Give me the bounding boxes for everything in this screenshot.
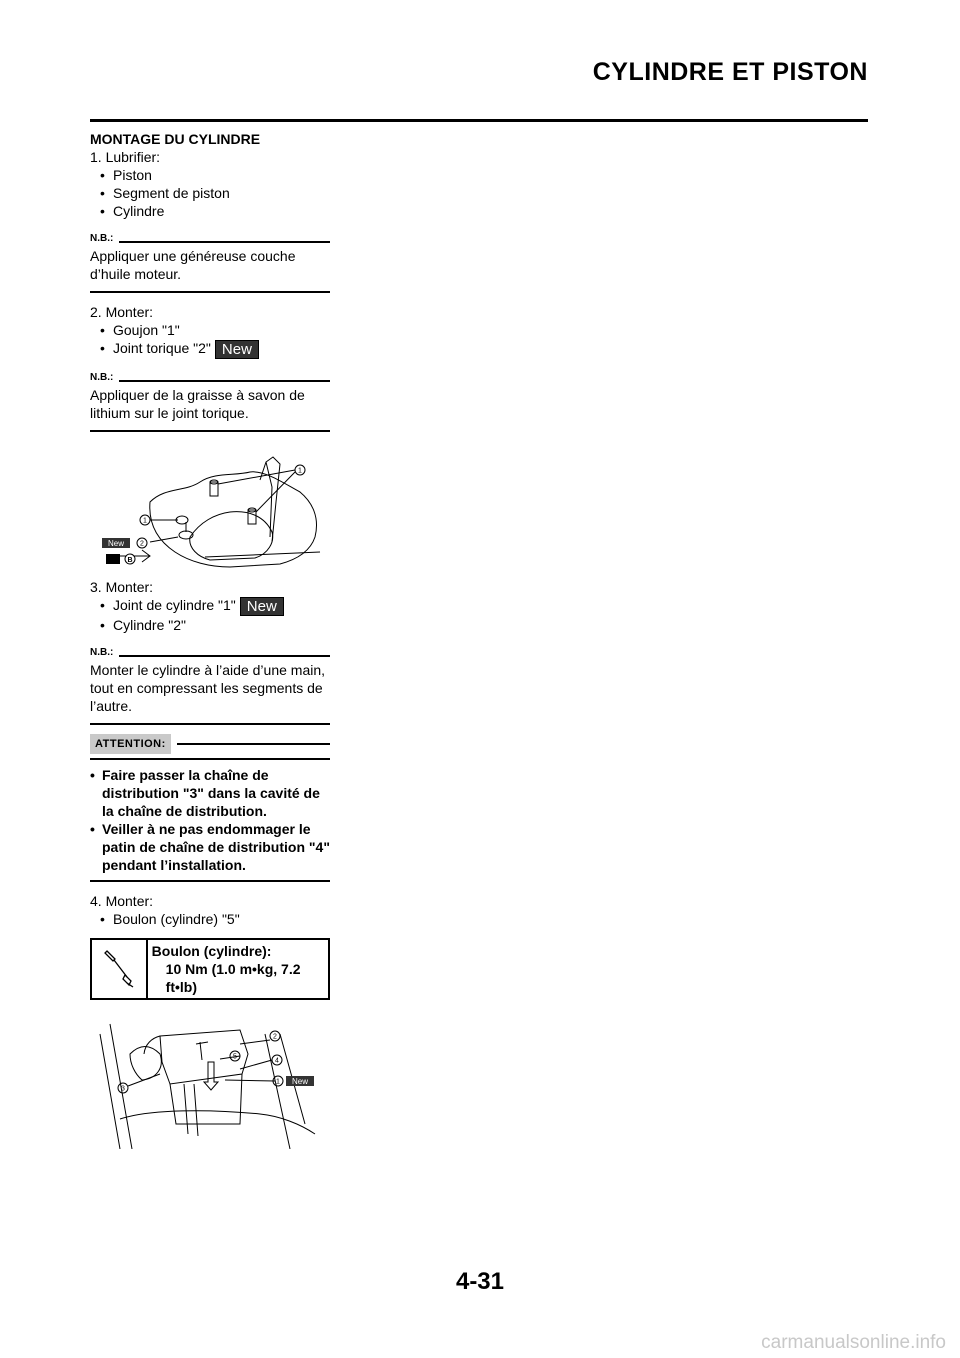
- new-badge: New: [215, 340, 259, 359]
- section-title: MONTAGE DU CYLINDRE: [90, 131, 261, 147]
- step-2-list: [90, 321, 330, 359]
- note-1: [90, 232, 330, 293]
- note-2: [90, 371, 330, 432]
- main-column: [90, 130, 330, 1155]
- callout-1: 1: [276, 1078, 280, 1086]
- step-3-list: [90, 596, 330, 634]
- attention-list: [90, 760, 330, 874]
- step-1: [90, 148, 330, 220]
- list-item: [100, 596, 330, 616]
- attention-item: • Veiller à ne pas endommager le patin de chaîne de distribution "4" pendant l’installation.: [90, 820, 330, 874]
- callout-2: 2: [140, 540, 144, 548]
- list-item: • Goujon "1": [100, 321, 330, 339]
- step-4: [90, 892, 330, 928]
- list-item: • Boulon (cylindre) "5": [100, 910, 330, 928]
- callout-1-top: 1: [298, 467, 302, 475]
- list-item-text: Joint torique "2": [113, 340, 211, 356]
- note-text: Monter le cylindre à l’aide d’une main, tout en compressant les segments de l’autre.: [90, 662, 326, 714]
- callout-1-left: 1: [143, 517, 147, 525]
- step-1-list: [90, 166, 330, 220]
- figure-new-badge: New: [291, 1077, 309, 1086]
- page-number: 4-31: [455, 1268, 505, 1295]
- step-3-label: 3. Monter:: [90, 579, 154, 595]
- cylinder-install-figure: [90, 1014, 330, 1149]
- callout-2: 2: [273, 1033, 277, 1041]
- note-text: Appliquer une généreuse couche d’huile moteur.: [90, 248, 296, 282]
- torque-wrench-icon: [92, 940, 148, 998]
- callout-4: 4: [275, 1057, 279, 1065]
- note-text: Appliquer de la graisse à savon de lithium sur le joint torique.: [90, 387, 305, 421]
- attention-label: ATTENTION:: [90, 734, 171, 754]
- list-item: • Cylindre: [100, 202, 330, 220]
- stud-oring-figure: [90, 442, 330, 572]
- note-label: N.B.:: [90, 372, 114, 383]
- list-item: • Cylindre "2": [100, 616, 330, 634]
- callout-5: 5: [233, 1053, 237, 1061]
- callout-3: 3: [121, 1085, 125, 1093]
- step-2-label: 2. Monter:: [90, 304, 154, 320]
- figure-new-badge: New: [107, 539, 125, 548]
- list-item: • Segment de piston: [100, 184, 330, 202]
- step-3: [90, 578, 330, 634]
- step-4-list: [90, 910, 330, 928]
- step-1-label: 1. Lubrifier:: [90, 149, 161, 165]
- step-4-label: 4. Monter:: [90, 893, 154, 909]
- torque-title: Boulon (cylindre):: [151, 943, 272, 959]
- list-item: [100, 339, 330, 359]
- watermark: carmanualsonline.info: [761, 1332, 946, 1353]
- note-label: N.B.:: [90, 233, 114, 244]
- page-title: CYLINDRE ET PISTON: [592, 58, 868, 86]
- list-item-text: Joint de cylindre "1": [113, 597, 236, 613]
- torque-spec-box: [90, 938, 330, 1000]
- step-2: [90, 303, 330, 359]
- note-3: [90, 646, 330, 725]
- note-label: N.B.:: [90, 647, 114, 658]
- torque-value: 10 Nm (1.0 m•kg, 7.2 ft•lb): [165, 961, 301, 995]
- list-item: • Piston: [100, 166, 330, 184]
- title-rule: [90, 119, 868, 122]
- grease-b-label: B: [127, 557, 133, 564]
- attention-item: • Faire passer la chaîne de distribution "3" dans la cavité de la chaîne de distribution.: [90, 766, 330, 820]
- new-badge: New: [240, 597, 284, 616]
- attention-box: [90, 735, 330, 882]
